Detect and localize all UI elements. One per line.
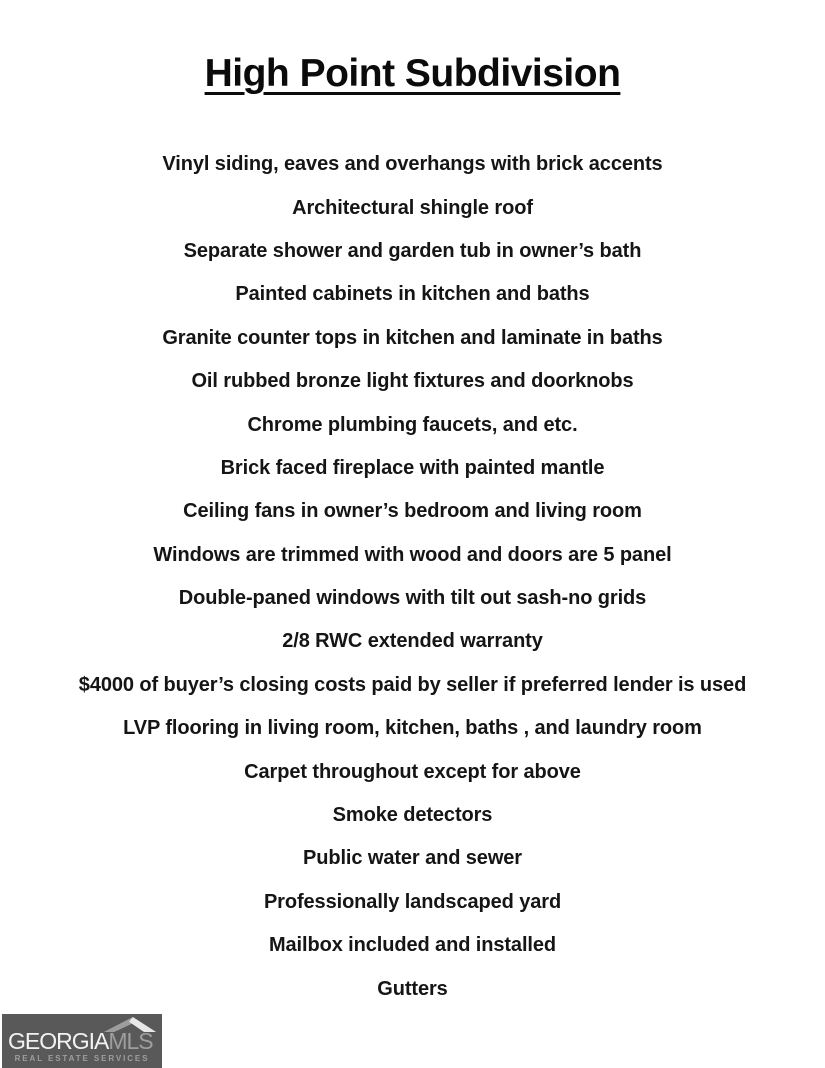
logo-georgia-text: GEORGIA xyxy=(8,1028,109,1054)
feature-list xyxy=(0,143,825,1011)
feature-line: Double-paned windows with tilt out sash-no grids xyxy=(178,587,647,610)
feature-line: Painted cabinets in kitchen and baths xyxy=(235,283,590,306)
feature-line: Windows are trimmed with wood and doors are 5 panel xyxy=(153,543,672,566)
logo-tagline: REAL ESTATE SERVICES xyxy=(14,1054,150,1063)
logo-mls-text: MLS xyxy=(108,1028,153,1054)
feature-line: Brick faced fireplace with painted mantle xyxy=(220,456,605,479)
georgia-mls-logo xyxy=(2,1014,162,1068)
logo-wordmark xyxy=(8,1029,153,1053)
feature-line: Carpet throughout except for above xyxy=(244,760,581,783)
feature-line: Smoke detectors xyxy=(332,804,493,827)
feature-line: Gutters xyxy=(377,977,448,1000)
feature-line: LVP flooring in living room, kitchen, baths , and laundry room xyxy=(123,717,702,740)
feature-line: $4000 of buyer’s closing costs paid by seller if preferred lender is used xyxy=(78,673,747,696)
feature-line: Vinyl siding, eaves and overhangs with brick accents xyxy=(162,153,663,176)
page-title: High Point Subdivision xyxy=(204,52,621,95)
feature-line: Separate shower and garden tub in owner’s bath xyxy=(183,239,642,262)
feature-line: Ceiling fans in owner’s bedroom and living room xyxy=(183,500,642,523)
feature-line: Mailbox included and installed xyxy=(268,934,557,957)
feature-line: Granite counter tops in kitchen and laminate in baths xyxy=(162,326,663,349)
feature-line: Oil rubbed bronze light fixtures and doorknobs xyxy=(191,370,634,393)
feature-line: Architectural shingle roof xyxy=(292,196,533,219)
feature-line: Professionally landscaped yard xyxy=(263,890,562,913)
feature-line: Public water and sewer xyxy=(303,847,522,870)
feature-line: Chrome plumbing faucets, and etc. xyxy=(247,413,578,436)
feature-line: 2/8 RWC extended warranty xyxy=(282,630,543,653)
